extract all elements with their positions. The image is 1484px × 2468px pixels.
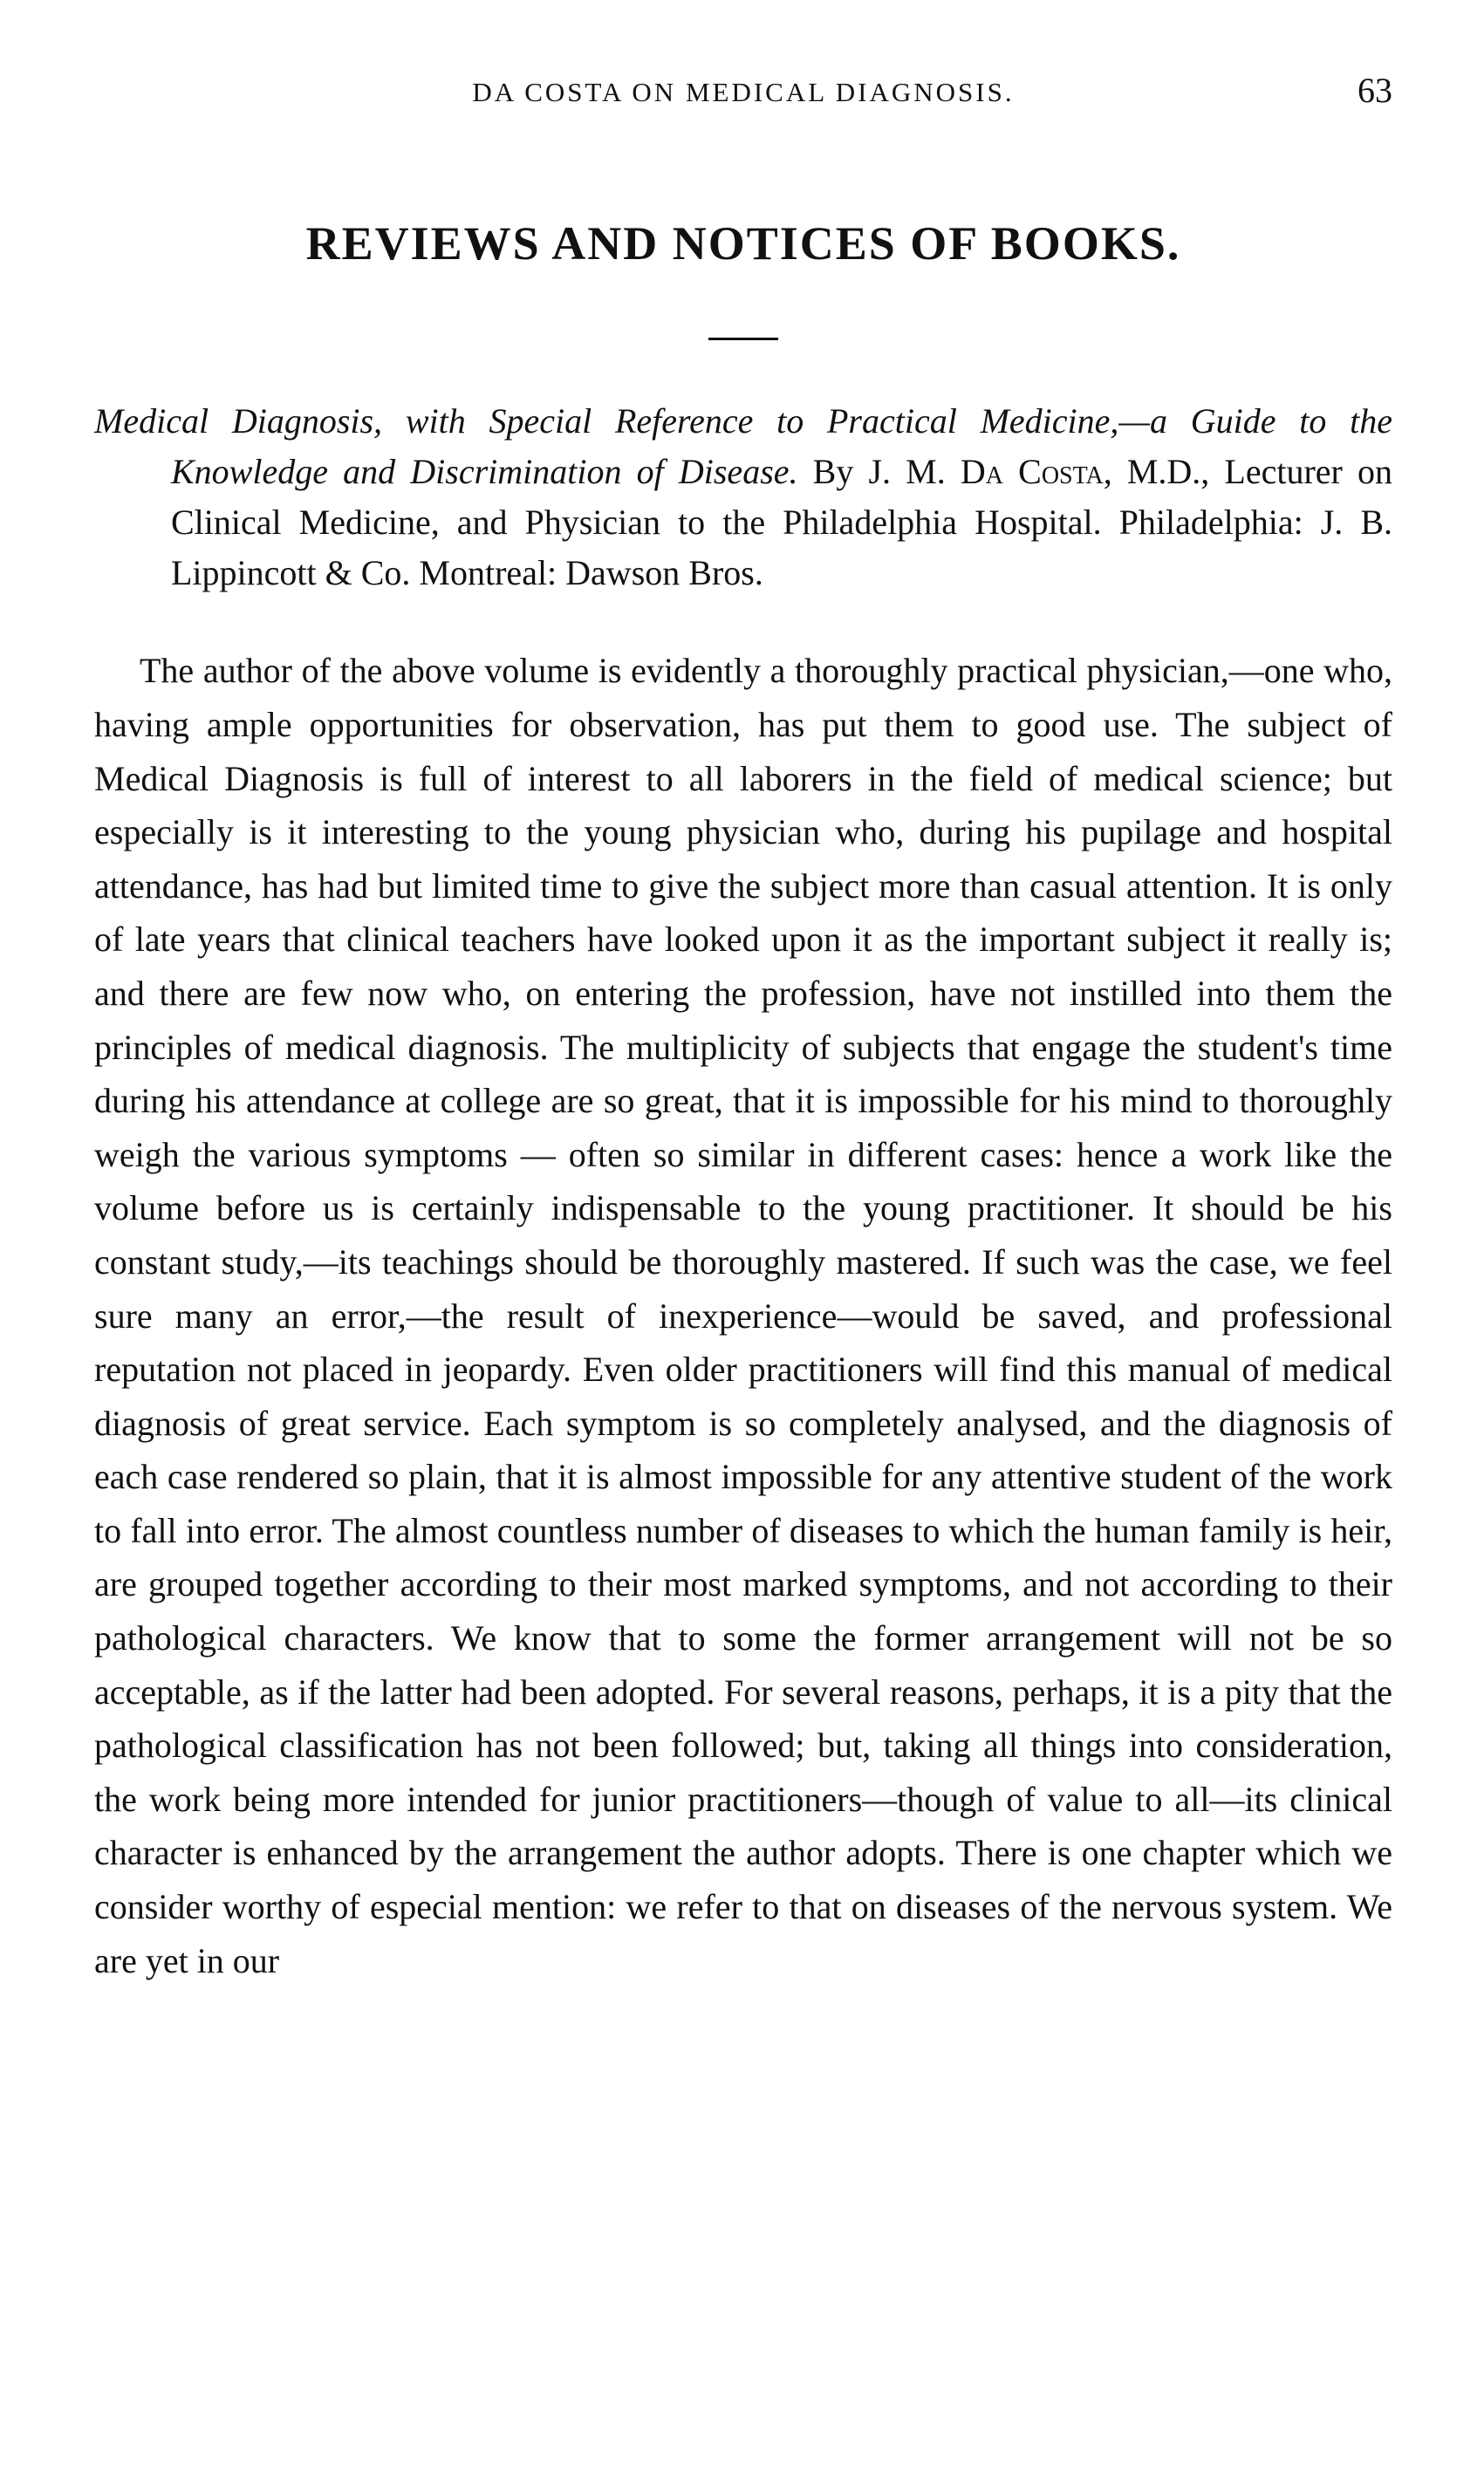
book-author: Da Costa xyxy=(960,452,1104,492)
book-title: Medical Diagnosis, with Special Reference to Practical Medicine,—a Guide to the Knowledge and Discrimination of Disease. xyxy=(94,401,1392,492)
book-by: By J. M. xyxy=(812,452,946,492)
heading-rule xyxy=(708,338,778,340)
page-number: 63 xyxy=(1357,71,1392,110)
book-citation xyxy=(94,396,1392,598)
book-page xyxy=(94,61,1392,2022)
running-head xyxy=(94,61,1392,122)
book-details: , M.D., Lecturer on Clinical Medicine, and Physician to the Philadelphia Hospital. Philadelphia: J. B. Lippincott & Co. Montreal: Dawson Bros. xyxy=(171,452,1393,593)
review-text: The author of the above volume is evidently a thoroughly practical physician,—one who, having ample opportunities for observation, has put them to good use. The subject of Medical Diagnosis is full of interest to all laborers in the field of medical science; but especially is it interesting to the young physician who, during his pupilage and hospital attendance, has had but limited time to give the subject more than casual attention. It is only of late years that clinical teachers have looked upon it as the important subject it really is; and there are few now who, on entering the profession, have not instilled into them the principles of medical diagnosis. The multiplicity of subjects that engage the student's time during his attendance at college are so great, that it is impossible for his mind to thoroughly weigh the various symptoms — often so similar in different cases: hence a work like the volume before us is certainly indispensable to the young practitioner. It should be his constant study,—its teachings should be thoroughly mastered. If such was the case, we feel sure many an error,—the result of inexperience—would be saved, and professional reputation not placed in jeopardy. Even older practitioners will find this manual of medical diagnosis of great service. Each symptom is so completely analysed, and the diagnosis of each case rendered so plain, that it is almost impossible for any attentive student of the work to fall into error. The almost countless number of diseases to which the human family is heir, are grouped together according to their most marked symptoms, and not according to their pathological characters. We know that to some the former arrangement will not be so acceptable, as if the latter had been adopted. For several reasons, perhaps, it is a pity that the pathological classification has not been followed; but, taking all things into consideration, the work being more intended for junior practitioners—though of value to all—its clinical character is enhanced by the arrangement the author adopts. There is one chapter which we consider worthy of especial mention: we refer to that on diseases of the nervous system. We are yet in our xyxy=(94,651,1392,1980)
running-title: DA COSTA ON MEDICAL DIAGNOSIS. xyxy=(472,77,1015,107)
section-heading: REVIEWS AND NOTICES OF BOOKS. xyxy=(305,217,1181,270)
